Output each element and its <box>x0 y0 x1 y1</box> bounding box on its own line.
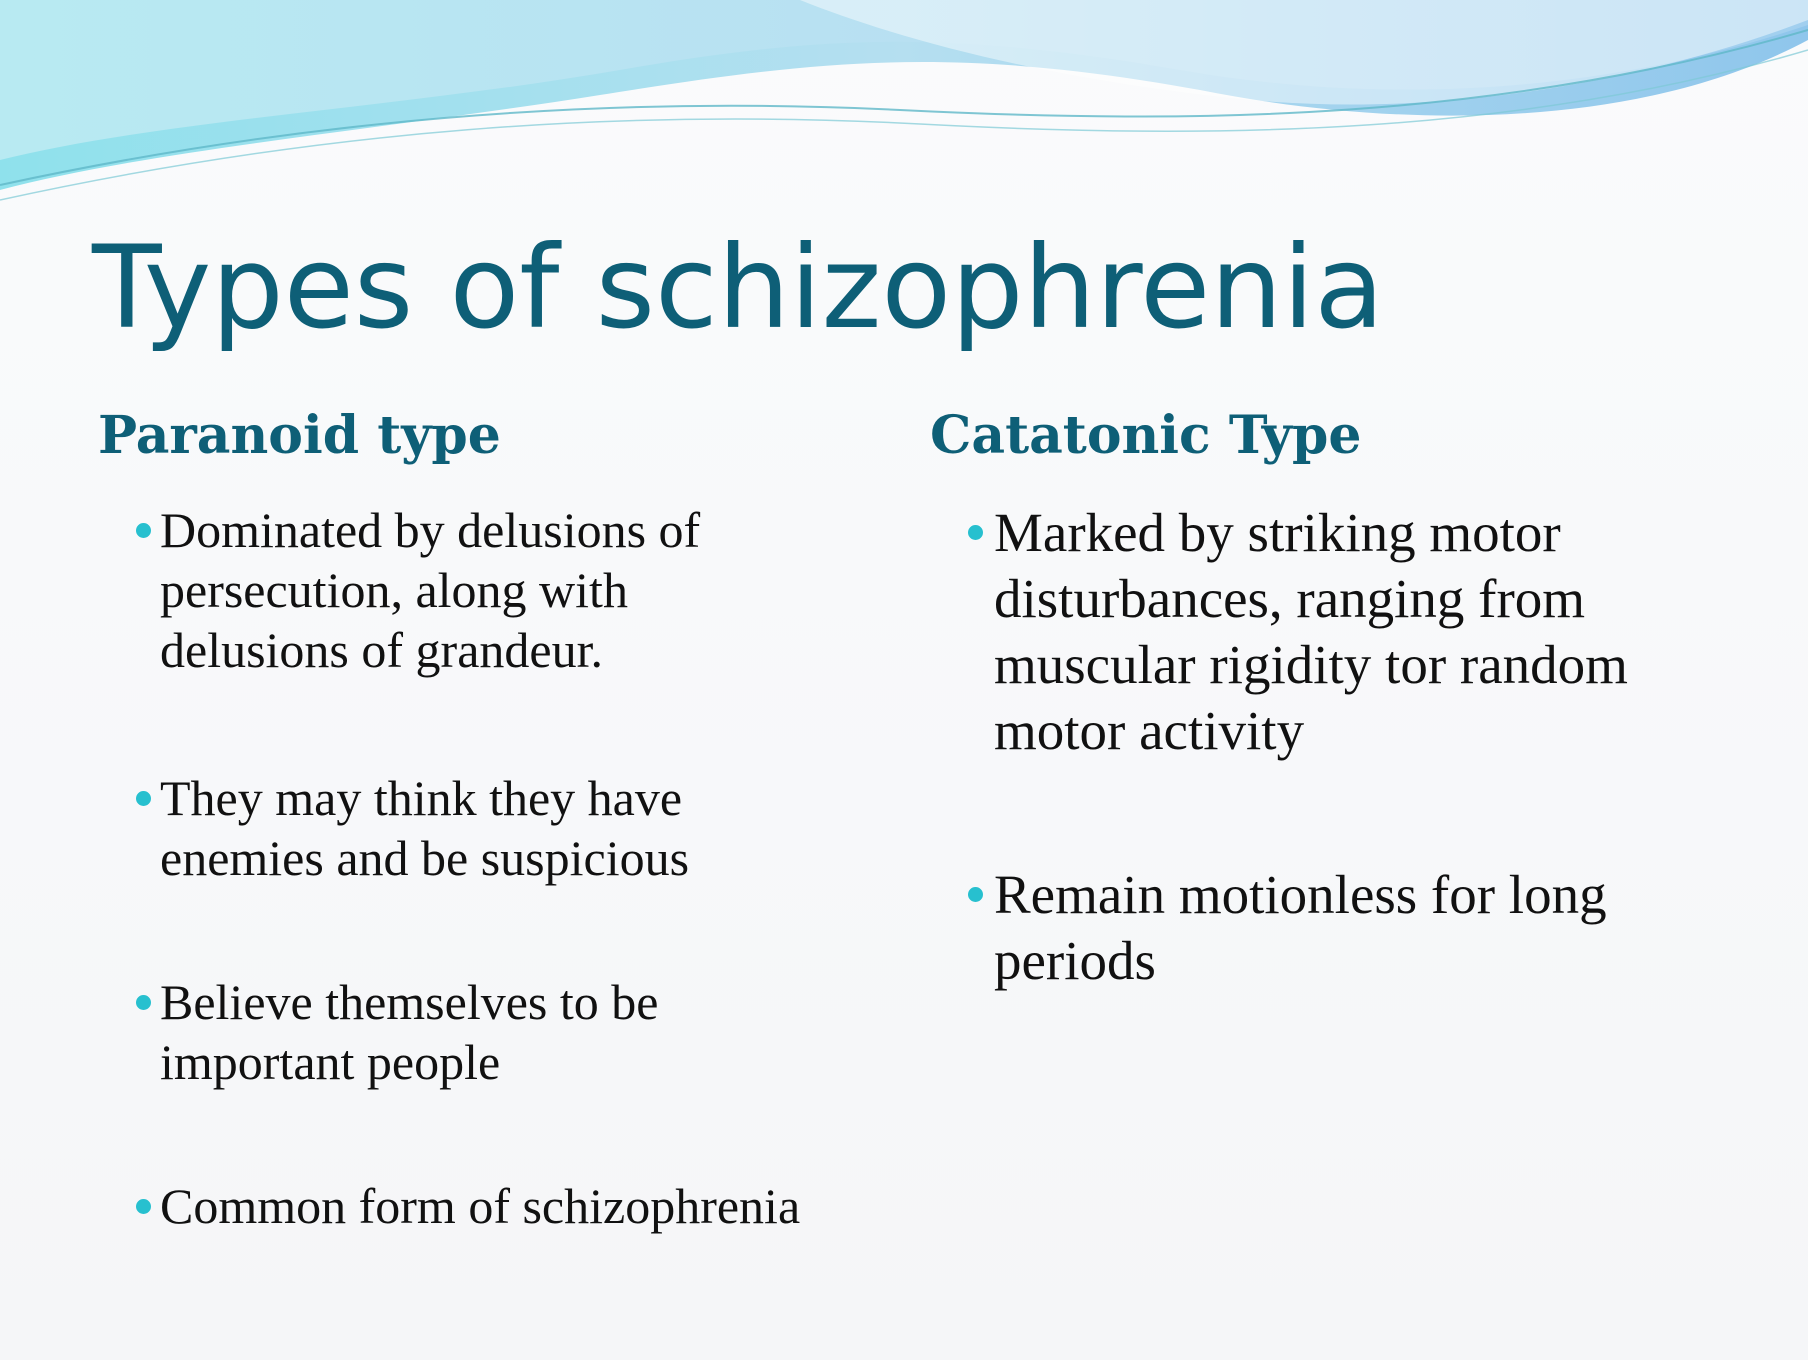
bullet-dot-icon <box>968 887 983 902</box>
bullet-line: Remain motionless for long <box>994 864 1607 925</box>
list-item <box>140 972 878 1092</box>
bullet-list-catatonic <box>968 500 1750 994</box>
bullet-line: enemies and be suspicious <box>160 830 690 886</box>
bullet-line: Common form of schizophrenia <box>160 1178 801 1234</box>
column-paranoid <box>98 400 878 1324</box>
column-heading-paranoid: Paranoid type <box>98 405 501 466</box>
bullet-dot-icon <box>968 525 983 540</box>
bullet-dot-icon <box>136 995 151 1010</box>
bullet-line: Believe themselves to be <box>160 974 659 1030</box>
decorative-wave-header <box>0 0 1808 220</box>
list-item <box>968 862 1750 994</box>
column-heading-catatonic: Catatonic Type <box>930 405 1362 466</box>
bullet-line: important people <box>160 1034 501 1090</box>
bullet-line: They may think they have <box>160 770 683 826</box>
bullet-dot-icon <box>136 1199 151 1214</box>
bullet-line: disturbances, ranging from <box>994 568 1586 629</box>
bullet-list-paranoid <box>140 500 878 1236</box>
list-item <box>968 500 1750 764</box>
bullet-line: Dominated by delusions of <box>160 502 701 558</box>
list-item <box>140 500 878 680</box>
slide-title: Types of schizophrenia <box>92 221 1385 354</box>
bullet-dot-icon <box>136 523 151 538</box>
list-item <box>140 768 878 888</box>
column-catatonic <box>930 400 1750 1092</box>
bullet-line: muscular rigidity tor random <box>994 634 1628 695</box>
bullet-line: Marked by striking motor <box>994 502 1561 563</box>
bullet-dot-icon <box>136 791 151 806</box>
bullet-line: delusions of grandeur. <box>160 622 603 678</box>
bullet-line: persecution, along with <box>160 562 628 618</box>
list-item <box>140 1176 878 1236</box>
bullet-line: periods <box>994 930 1156 991</box>
bullet-line: motor activity <box>994 700 1305 761</box>
